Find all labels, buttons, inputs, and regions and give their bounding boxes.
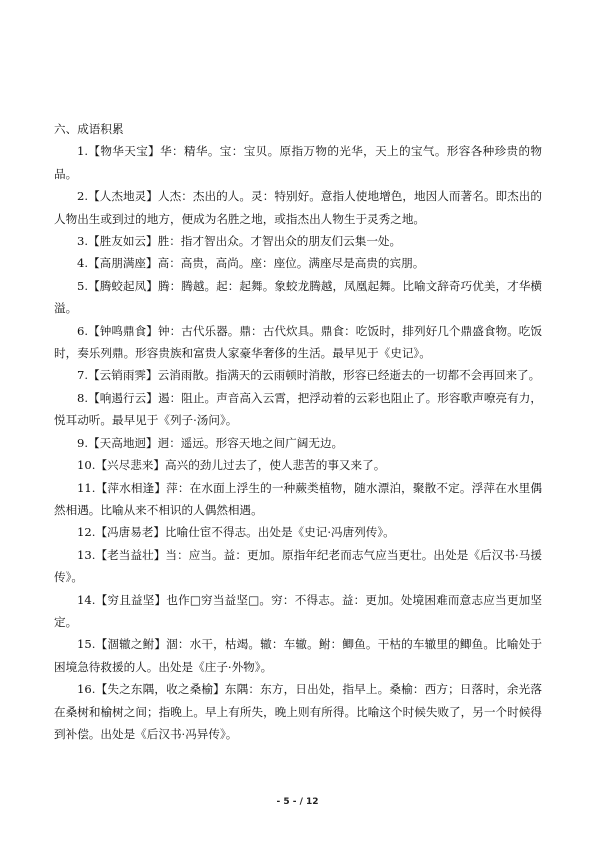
- idiom-entry-7: 7.【云销雨霁】云消雨散。指满天的云雨顿时消散，形容已经逝去的一切都不会再回来了。: [77, 368, 541, 383]
- idiom-entry-1: 1.【物华天宝】华：精华。宝：宝贝。原指万物的光华，天上的宝气。形容各种珍贵的物品。: [54, 144, 542, 181]
- page-number: - 5 - / 12: [276, 797, 319, 807]
- idiom-entry-8: 8.【响遏行云】遏：阻止。声音高入云霄，把浮动着的云彩也阻止了。形容歌声嘹亮有力，悦耳动听。最早见于《列子·汤问》。: [54, 390, 542, 428]
- idiom-entry-10: 10.【兴尽悲来】高兴的劲儿过去了，使人悲苦的事又来了。: [77, 458, 386, 473]
- idiom-entry-5: 5.【腾蛟起凤】腾：腾越。起：起舞。象蛟龙腾越，凤凰起舞。比喻文辞奇巧优美，才华横溢。: [54, 278, 542, 316]
- idiom-entry-16: 16.【失之东隅，收之桑榆】东隅：东方，日出处，指早上。桑榆：西方；日落时，余光落在桑树和榆树之间；指晚上。早上有所失，晚上则有所得。比喻这个时候失败了，另一个时候得到补偿。出处是《后汉书·冯异传》。: [54, 682, 542, 741]
- idiom-entry-14: 14.【穷且益坚】也作□穷当益坚□。穷：不得志。益：更加。处境困难而意志应当更加坚定。: [54, 592, 542, 629]
- section-heading: 六、成语积累: [54, 122, 124, 136]
- idiom-entry-9: 9.【天高地迥】迥：遥远。形容天地之间广阔无边。: [77, 435, 344, 450]
- idiom-entry-12: 12.【冯唐易老】比喻仕宦不得志。出处是《史记·冯唐列传》。: [77, 525, 395, 540]
- page-content: [54, 118, 542, 745]
- idiom-entry-15: 15.【涸辙之鲋】涸：水干，枯竭。辙：车辙。鲋：鲫鱼。干枯的车辙里的鲫鱼。比喻处于困境急待救援的人。出处是《庄子·外物》。: [54, 637, 542, 674]
- idiom-entry-6: 6.【钟鸣鼎食】钟：古代乐器。鼎：古代炊具。鼎食：吃饭时，排列好几个鼎盛食物。吃饭时，奏乐列鼎。形容贵族和富贵人家豪华奢侈的生活。最早见于《史记》。: [54, 323, 542, 361]
- idiom-entry-13: 13.【老当益壮】当：应当。益：更加。原指年纪老而志气应当更壮。出处是《后汉书·马援传》。: [54, 547, 542, 585]
- idiom-entry-11: 11.【萍水相逢】萍：在水面上浮生的一种蕨类植物，随水漂泊，聚散不定。浮萍在水里偶然相遇。比喻从来不相识的人偶然相遇。: [54, 480, 542, 517]
- idiom-entry-2: 2.【人杰地灵】人杰：杰出的人。灵：特别好。意指人使地增色，地因人而著名。即杰出的人物出生或到过的地方，便成为名胜之地，或指杰出人物生于灵秀之地。: [54, 189, 542, 226]
- idiom-entry-4: 4.【高朋满座】高：高贵，高尚。座：座位。满座尽是高贵的宾朋。: [77, 256, 425, 271]
- idiom-entry-3: 3.【胜友如云】胜：指才智出众。才智出众的朋友们云集一处。: [77, 234, 402, 249]
